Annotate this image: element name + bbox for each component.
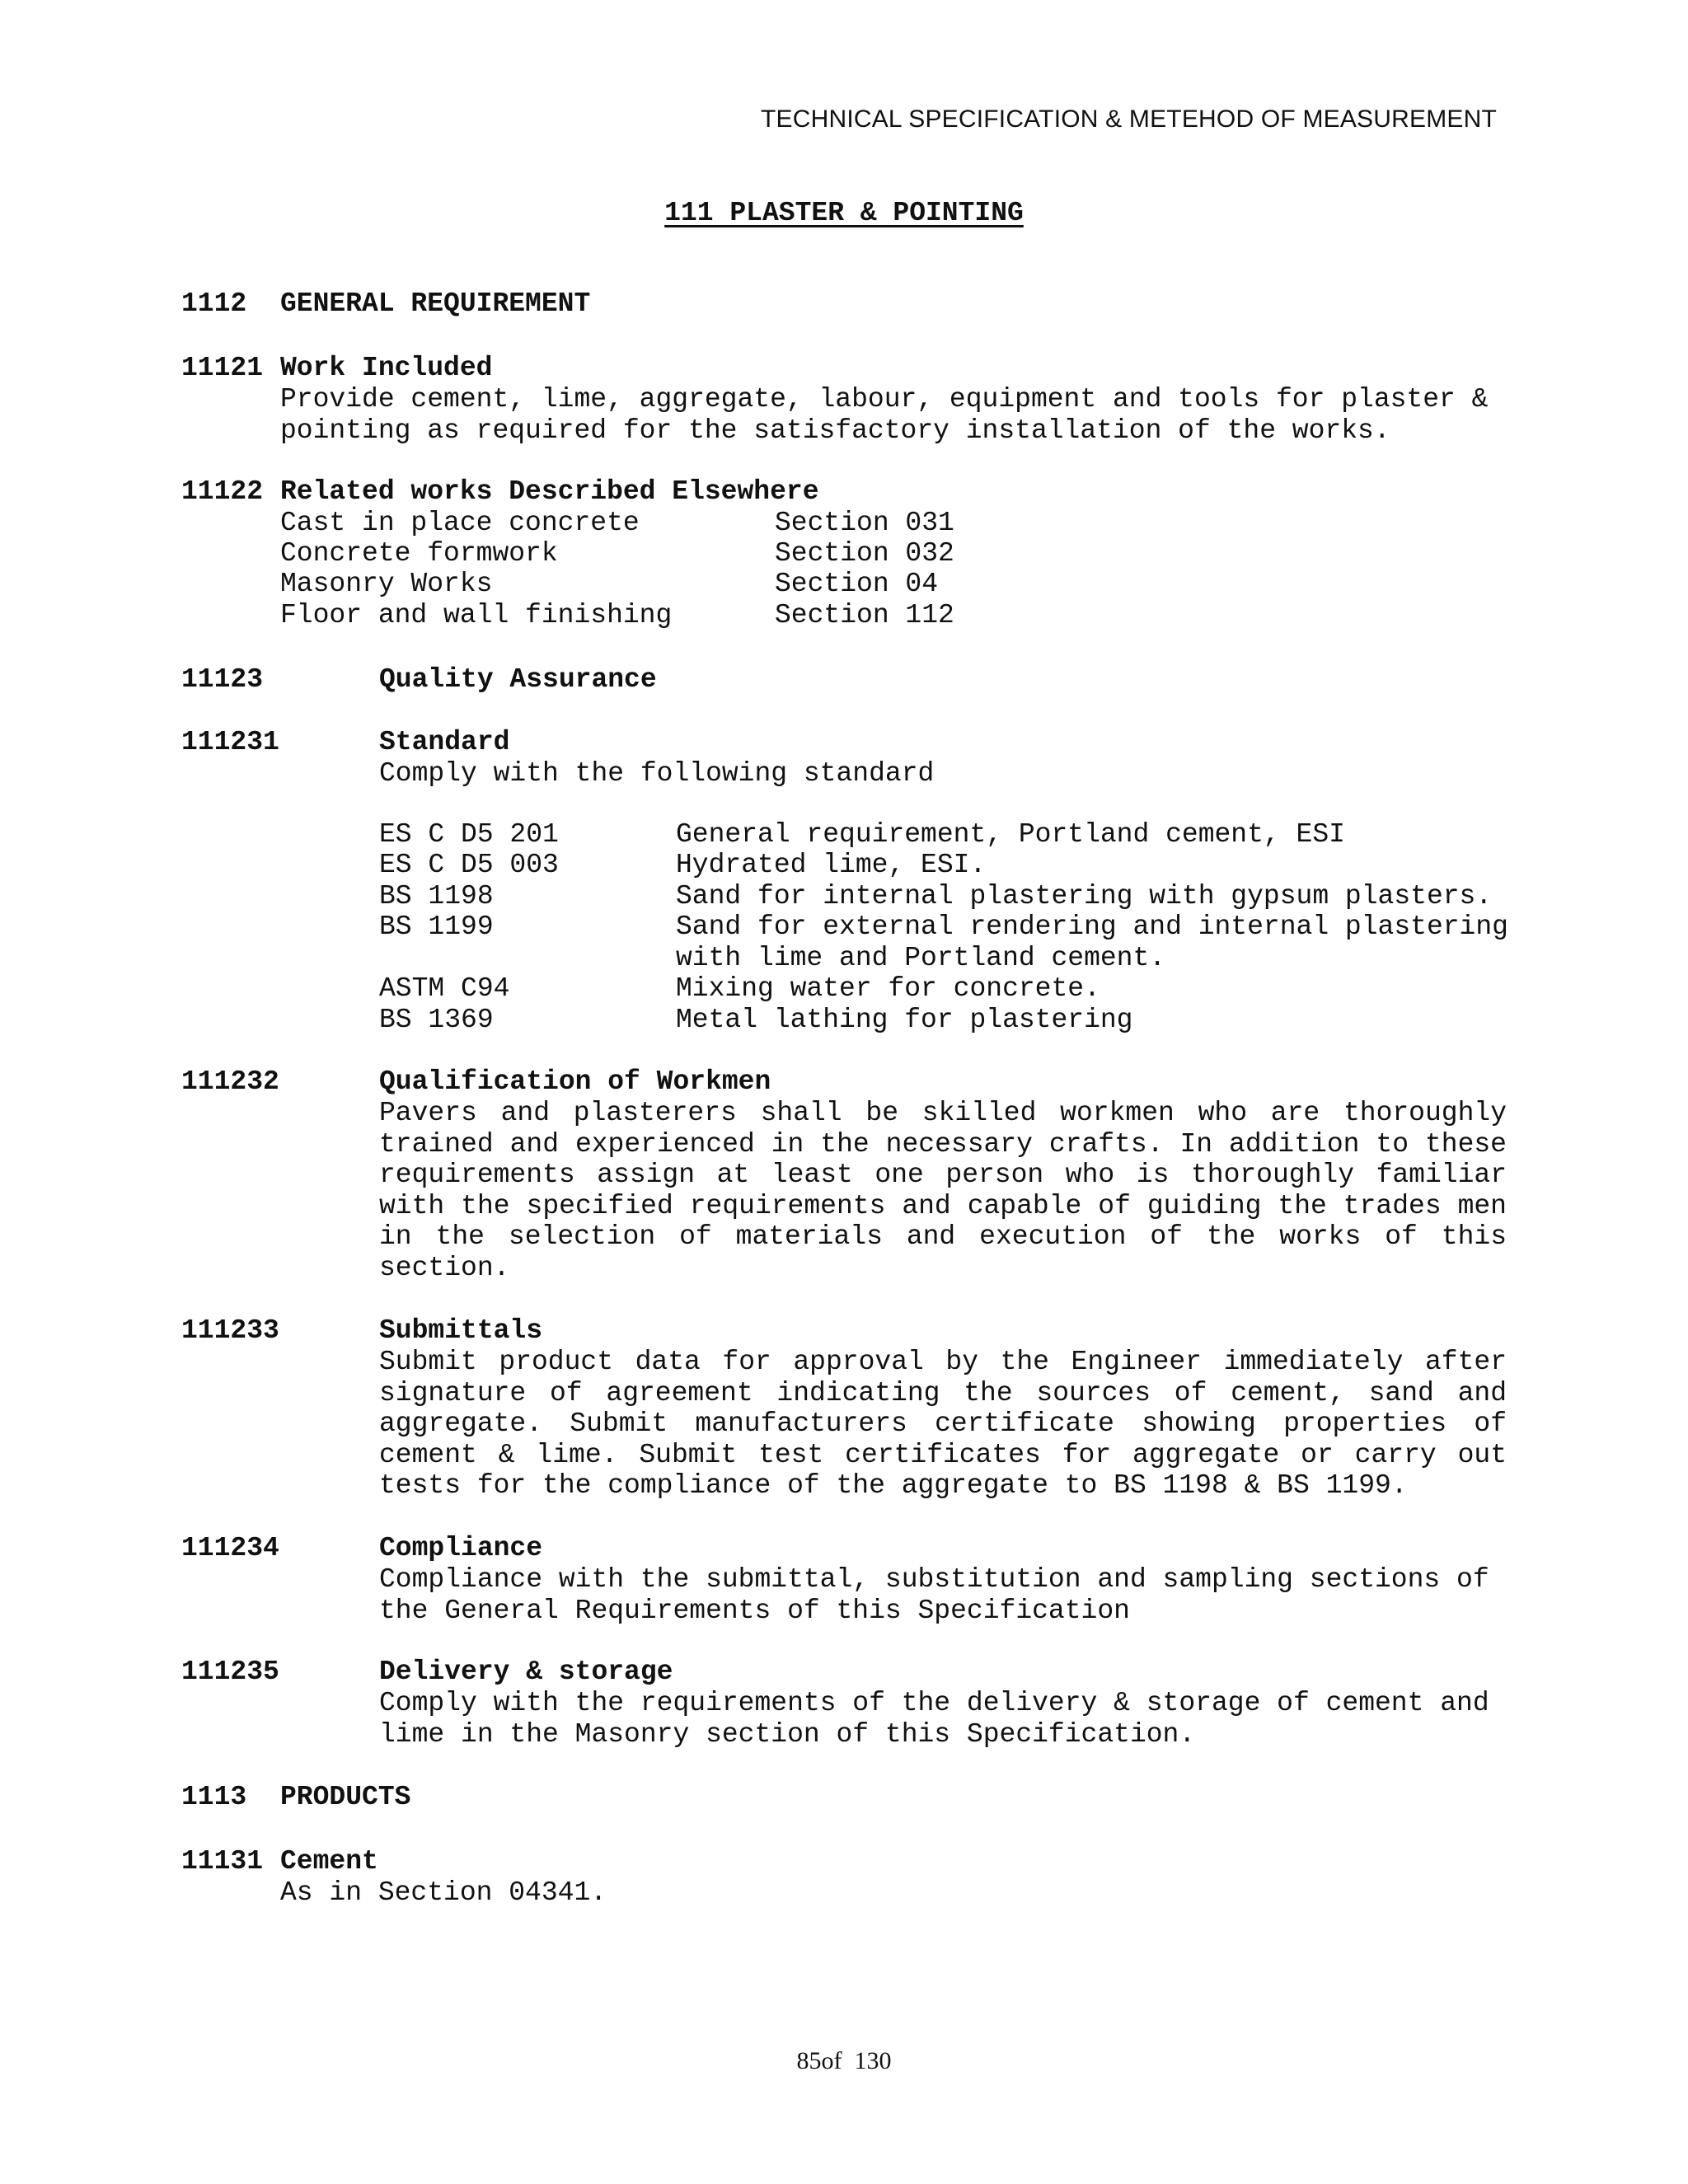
compliance-line: Compliance with the submittal, substitution and sampling sections of: [379, 1564, 1489, 1595]
section-111232-heading: Qualification of Workmen: [379, 1066, 771, 1097]
section-11123-number: 11123: [181, 664, 264, 695]
standard-code: ES C D5 003: [379, 850, 559, 880]
submittals-paragraph: Submit product data for approval by the Engineer immediately after signature of agreement indicating the sources of cement, sand and aggregate. Submit manufacturers certificate showing properties of cement & lime. Submit test certificates for aggregate or carry out tests for the compliance of the aggregate to BS 1198 & BS 1199.: [379, 1347, 1507, 1501]
section-111234-number: 111234: [181, 1533, 279, 1563]
section-1112-number: 1112: [181, 288, 247, 319]
section-11121-heading: Work Included: [280, 353, 493, 383]
related-work-item: Masonry Works: [280, 569, 493, 599]
section-111235-number: 111235: [181, 1657, 279, 1687]
related-work-section: Section 112: [775, 600, 954, 630]
section-11131-heading: Cement: [280, 1846, 378, 1877]
page-title: 111 PLASTER & POINTING: [664, 198, 1024, 228]
standard-description: Metal lathing for plastering: [676, 1005, 1133, 1035]
related-work-item: Cast in place concrete: [280, 508, 640, 538]
standard-description: Hydrated lime, ESI.: [676, 850, 987, 880]
related-work-item: Concrete formwork: [280, 538, 558, 569]
standard-code: BS 1369: [379, 1005, 494, 1035]
page-current: 85: [796, 2047, 822, 2074]
section-11123-heading: Quality Assurance: [379, 664, 657, 695]
standard-description: Sand for external rendering and internal plastering: [676, 912, 1508, 942]
section-11131-number: 11131: [181, 1846, 264, 1877]
page-total: 130: [854, 2047, 892, 2074]
qualification-paragraph: Pavers and plasterers shall be skilled workmen who are thoroughly trained and experienced in the necessary crafts. In addition to these requirements assign at least one person who is thoroughly familiar with the specified requirements and capable of guiding the trades men in the selection of materials and execution of the works of this section.: [379, 1098, 1507, 1283]
section-11122-heading: Related works Described Elsewhere: [280, 476, 819, 507]
related-work-section: Section 04: [775, 569, 939, 599]
section-111231-number: 111231: [181, 727, 279, 757]
cement-text: As in Section 04341.: [280, 1877, 607, 1908]
standard-description: General requirement, Portland cement, ESI: [676, 819, 1345, 850]
section-1113-heading: PRODUCTS: [280, 1782, 411, 1812]
section-1112-heading: GENERAL REQUIREMENT: [280, 288, 591, 319]
standard-description: with lime and Portland cement.: [676, 943, 1166, 973]
section-11121-number: 11121: [181, 353, 264, 383]
related-work-item: Floor and wall finishing: [280, 600, 673, 630]
standard-code: ES C D5 201: [379, 819, 559, 850]
section-111232-number: 111232: [181, 1066, 279, 1097]
standard-description: Mixing water for concrete.: [676, 973, 1100, 1004]
section-1113-number: 1113: [181, 1782, 247, 1812]
work-included-line: Provide cement, lime, aggregate, labour, equipment and tools for plaster &: [280, 384, 1489, 415]
standard-code: BS 1198: [379, 881, 494, 912]
related-work-section: Section 031: [775, 508, 954, 538]
standard-code: ASTM C94: [379, 973, 510, 1004]
delivery-storage-line: Comply with the requirements of the delivery & storage of cement and: [379, 1688, 1489, 1718]
section-111234-heading: Compliance: [379, 1533, 543, 1563]
section-111233-number: 111233: [181, 1315, 279, 1346]
running-header: TECHNICAL SPECIFICATION & METEHOD OF MEASUREMENT: [760, 105, 1497, 133]
section-11122-number: 11122: [181, 476, 264, 507]
section-111235-heading: Delivery & storage: [379, 1657, 673, 1687]
standard-code: BS 1199: [379, 912, 494, 942]
related-work-section: Section 032: [775, 538, 954, 569]
page-of: of: [821, 2047, 842, 2074]
compliance-line: the General Requirements of this Specification: [379, 1596, 1130, 1626]
work-included-line: pointing as required for the satisfactory installation of the works.: [280, 415, 1390, 446]
section-111231-heading: Standard: [379, 727, 510, 757]
section-111233-heading: Submittals: [379, 1315, 543, 1346]
page-number: [0, 2047, 1688, 2075]
standard-intro: Comply with the following standard: [379, 758, 935, 789]
delivery-storage-line: lime in the Masonry section of this Specification.: [379, 1719, 1196, 1750]
standard-description: Sand for internal plastering with gypsum plasters.: [676, 881, 1493, 912]
